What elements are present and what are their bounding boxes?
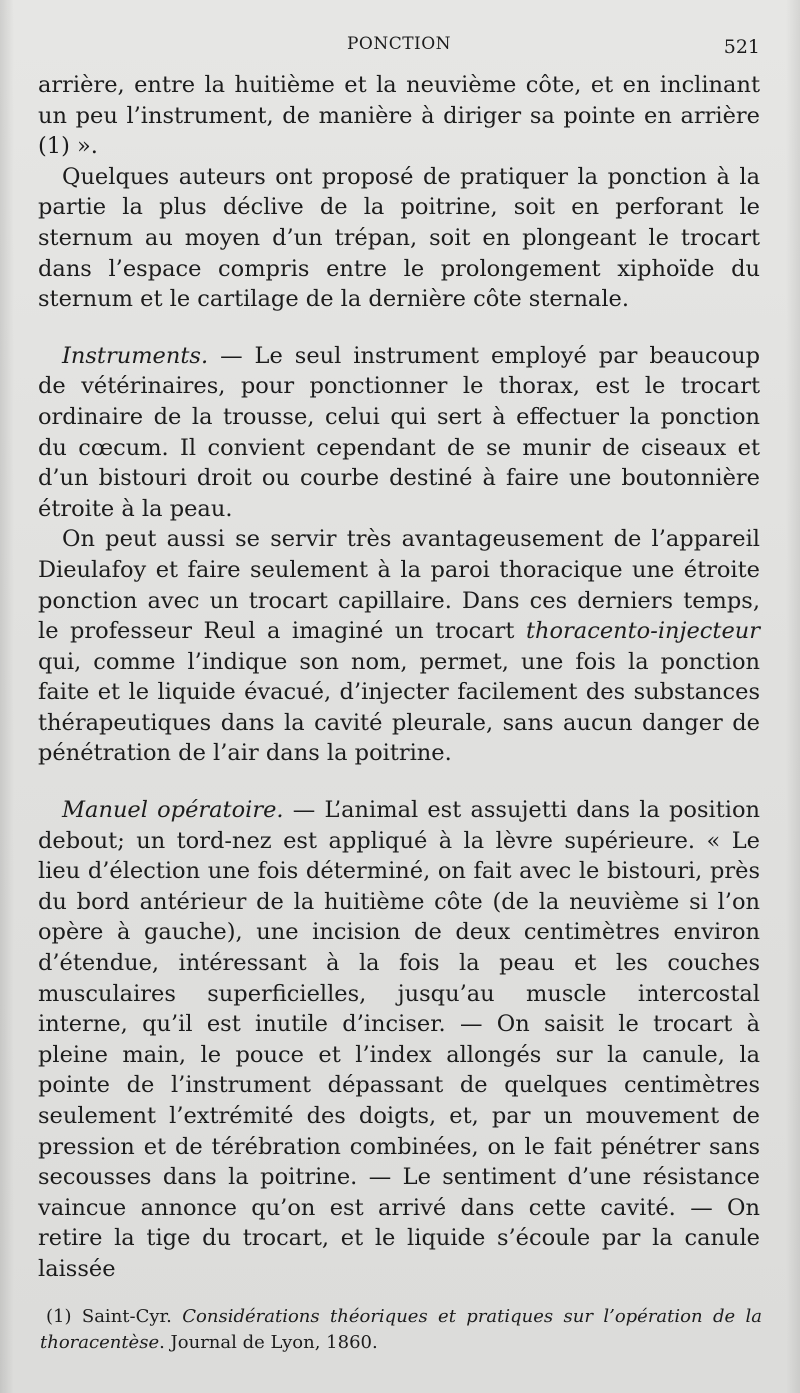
footnote-marker: (1) <box>46 1306 72 1327</box>
paragraph-dieulafoy <box>38 524 760 769</box>
paragraph-text: arrière, entre la huitième et la neuvième côte, et en inclinant un peu l’instrument, de manière à diriger sa pointe en arrière (1) ». <box>38 72 760 160</box>
footnote-author: Saint-Cyr. <box>71 1306 183 1327</box>
paragraph-manuel-operatoire <box>38 795 760 1285</box>
main-text <box>38 70 760 1285</box>
footnote-source: . Journal de Lyon, 1860. <box>159 1332 378 1353</box>
paragraph-text: — L’animal est assujetti dans la position debout; un tord-nez est appliqué à la lèvre supérieure. « Le lieu d’élection une fois déterminé, on fait avec le bistouri, près du bord antérieur de la huitième côte (de la neuvième si l’on opère à gauche), une incision de deux centimètres environ d’étendue, intéressant à la fois la peau et les couches musculaires superficielles, jusqu’au muscle intercostal interne, qu’il est inutile d’inciser. — On saisit le trocart à pleine main, le pouce et l’index allongés sur la canule, la pointe de l’instrument dépassant de quelques centimètres seulement l’extrémité des doigts, et, par un mouvement de pression et de térébration combinées, on le fait pénétrer sans secousses dans la poitrine. — Le sentiment d’une résistance vaincue annonce qu’on est arrivé dans cette cavité. — On retire la tige du trocart, et le liquide s’écoule par la canule laissée <box>38 797 760 1282</box>
paragraph-continuation <box>38 70 760 162</box>
italic-term: thoracento-injecteur <box>525 618 760 645</box>
paragraph-text-after: qui, comme l’indique son nom, permet, une fois la ponction faite et le liquide évacué, d’injecter facilement des substances thérapeutiques dans la cavité pleurale, sans aucun danger de pénétration de l’air dans la poitrine. <box>38 648 760 767</box>
section-heading-manuel-operatoire: Manuel opératoire. <box>62 797 284 824</box>
section-heading-instruments: Instruments. <box>62 342 209 369</box>
page-number: 521 <box>723 36 760 58</box>
page-header <box>38 34 760 64</box>
footnote-title: Considérations théoriques et pratiques sur l’opération de la thoracentèse <box>40 1306 762 1353</box>
running-head: PONCTION <box>346 34 452 54</box>
paragraph-text: Quelques auteurs ont proposé de pratiquer la ponction à la partie la plus déclive de la poitrine, soit en perforant le sternum au moyen d’un trépan, soit en plongeant le trocart dans l’espace compris entre le prolongement xiphoïde du sternum et le cartilage de la dernière côte sternale. <box>38 163 760 313</box>
paragraph-sternum-puncture <box>38 162 760 315</box>
paragraph-text: — Le seul instrument employé par beaucoup de vétérinaires, pour ponctionner le thorax, est le trocart ordinaire de la trousse, celui qui sert à effectuer la ponction du cœcum. Il convient cependant de se munir de ciseaux et d’un bistouri droit ou courbe destiné à faire une boutonnière étroite à la peau. <box>38 342 760 522</box>
paragraph-instruments <box>38 341 760 525</box>
paragraph-text-before: On peut aussi se servir très avantageusement de l’appareil Dieulafoy et faire seulement à la paroi thoracique une étroite ponction avec un trocart capillaire. Dans ces derniers temps, le professeur Reul a imaginé un trocart <box>38 526 760 645</box>
footnote <box>40 1304 762 1356</box>
